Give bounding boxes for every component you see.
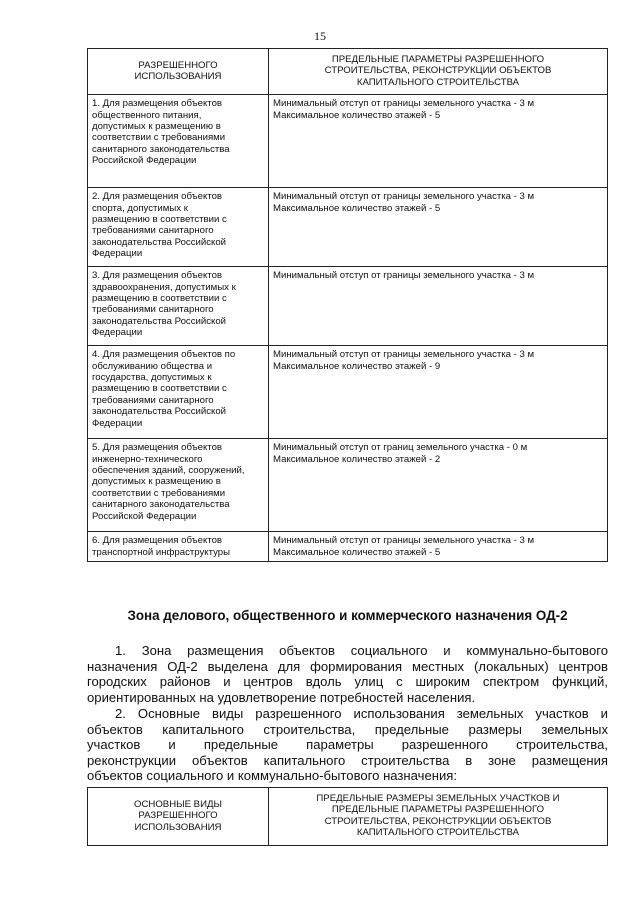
params-cell — [269, 439, 608, 532]
param-line: Максимальное количество этажей - 5 — [273, 546, 441, 558]
use-line: 4. Для размещения объектов по — [92, 349, 236, 361]
paragraph-2 — [87, 706, 608, 784]
table-header-row — [88, 788, 608, 846]
use-line: соответствии с требованиями — [92, 487, 226, 499]
params-cell — [269, 532, 608, 562]
use-cell — [88, 188, 269, 267]
page-number: 15 — [314, 29, 326, 43]
header-line: ПРЕДЕЛЬНЫЕ ПАРАМЕТРЫ РАЗРЕШЕННОГО — [331, 54, 545, 65]
use-line: требованиями санитарного — [92, 225, 214, 237]
header-line: СТРОИТЕЛЬСТВА, РЕКОНСТРУКЦИИ ОБЪЕКТОВ — [324, 815, 552, 827]
use-line: транспортной инфраструктуры — [92, 546, 231, 558]
header-use-cell — [88, 49, 269, 95]
use-line: обеспечения зданий, сооружений, — [92, 465, 245, 477]
use-line: государства, допустимых к — [92, 372, 212, 384]
use-line: Федерации — [92, 248, 143, 260]
use-line: размещению в соответствии с — [92, 293, 227, 305]
use-cell — [88, 267, 269, 346]
use-line: 1. Для размещения объектов — [92, 98, 223, 110]
use-cell — [88, 95, 269, 188]
paragraph-line: 1. Зона размещения объектов социального и коммунально-бытового — [115, 643, 608, 658]
paragraph-line: 2. Основные виды разрешенного использования земельных участков и — [115, 706, 608, 721]
use-line: требованиями санитарного — [92, 394, 214, 406]
use-line: допустимых к размещению в — [92, 121, 221, 133]
params-cell — [269, 95, 608, 188]
use-line: санитарного законодательства — [92, 499, 230, 511]
table-row — [88, 267, 608, 346]
param-line: Минимальный отступ от границы земельного участка - 3 м — [273, 191, 535, 203]
header-line: РАЗРЕШЕННОГО — [138, 59, 218, 71]
header-line: ПРЕДЕЛЬНЫЕ РАЗМЕРЫ ЗЕМЕЛЬНЫХ УЧАСТКОВ И — [316, 793, 560, 804]
param-line: Максимальное количество этажей - 2 — [273, 453, 441, 465]
use-line: общественного питания, — [92, 109, 202, 121]
zone-heading: Зона делового, общественного и коммерческого назначения ОД-2 — [127, 608, 568, 623]
use-line: размещению в соответствии с — [92, 383, 227, 395]
use-line: обслуживанию общества и — [92, 360, 213, 372]
paragraph-line: объектов капитального строительства, предельные размеры земельных — [87, 721, 608, 737]
header-line: КАПИТАЛЬНОГО СТРОИТЕЛЬСТВА — [356, 76, 520, 88]
use-cell — [88, 346, 269, 439]
header-line: СТРОИТЕЛЬСТВА, РЕКОНСТРУКЦИИ ОБЪЕКТОВ — [324, 65, 552, 77]
table-row — [88, 346, 608, 439]
use-line: законодательства Российской — [92, 406, 227, 418]
param-line: Максимальное количество этажей - 5 — [273, 202, 441, 214]
paragraph-line: ориентированных на удовлетворение потребностей населения. — [87, 689, 476, 705]
paragraph-line: участков и предельные параметры разрешенного строительства, — [87, 737, 608, 753]
paragraph-line: назначения ОД-2 выделена для формирования местных (локальных) центров — [87, 658, 608, 674]
table-row — [88, 532, 608, 562]
param-line: Минимальный отступ от границы земельного участка - 3 м — [273, 270, 535, 282]
use-line: Российской Федерации — [92, 510, 197, 522]
use-line: Федерации — [92, 417, 143, 429]
use-line: санитарного законодательства — [92, 143, 230, 155]
table-row — [88, 95, 608, 188]
paragraph-line: объектов социального и коммунально-бытового назначения: — [87, 768, 458, 784]
header-params-cell — [269, 788, 608, 846]
use-line: 2. Для размещения объектов — [92, 191, 223, 203]
header-line: РАЗРЕШЕННОГО — [138, 810, 218, 822]
use-line: соответствии с требованиями — [92, 132, 226, 144]
params-cell — [269, 346, 608, 439]
use-line: здравоохранения, допустимых к — [92, 281, 236, 293]
header-line: ПРЕДЕЛЬНЫЕ ПАРАМЕТРЫ РАЗРЕШЕННОГО — [331, 804, 545, 816]
params-cell — [269, 188, 608, 267]
use-cell — [88, 439, 269, 532]
param-line: Максимальное количество этажей - 5 — [273, 109, 441, 121]
param-line: Минимальный отступ от границ земельного участка - 0 м — [273, 442, 528, 454]
use-line: Российской Федерации — [92, 155, 197, 167]
header-line: КАПИТАЛЬНОГО СТРОИТЕЛЬСТВА — [356, 827, 520, 839]
use-line: Федерации — [92, 327, 143, 339]
table-header-row — [88, 49, 608, 95]
paragraph-line: реконструкции объектов капитального строительства в зоне размещения — [87, 752, 608, 768]
params-table-od2 — [87, 787, 608, 846]
use-cell — [88, 532, 269, 562]
params-table-od1 — [87, 48, 608, 562]
use-line: 3. Для размещения объектов — [92, 270, 223, 282]
use-line: инженерно-технического — [92, 453, 203, 465]
param-line: Минимальный отступ от границы земельного участка - 3 м — [273, 98, 535, 110]
param-line: Минимальный отступ от границы земельного участка - 3 м — [273, 535, 535, 547]
use-line: допустимых к размещению в — [92, 476, 221, 488]
use-line: требованиями санитарного — [92, 304, 214, 316]
header-use-cell — [88, 788, 269, 846]
params-cell — [269, 267, 608, 346]
paragraph-line: городских районов и центров вдоль улиц с широким спектром функций, — [87, 674, 608, 690]
param-line: Максимальное количество этажей - 9 — [273, 360, 441, 372]
use-line: размещению в соответствии с — [92, 214, 227, 226]
use-line: 5. Для размещения объектов — [92, 442, 223, 454]
header-line: ИСПОЛЬЗОВАНИЯ — [134, 71, 222, 83]
use-line: спорта, допустимых к — [92, 202, 188, 214]
use-line: 6. Для размещения объектов — [92, 535, 223, 547]
paragraph-1 — [87, 643, 608, 705]
header-line: ОСНОВНЫЕ ВИДЫ — [134, 798, 222, 810]
use-line: законодательства Российской — [92, 236, 227, 248]
use-line: законодательства Российской — [92, 315, 227, 327]
header-line: ИСПОЛЬЗОВАНИЯ — [134, 821, 222, 833]
header-params-cell — [269, 49, 608, 95]
table-row — [88, 188, 608, 267]
table-row — [88, 439, 608, 532]
param-line: Минимальный отступ от границы земельного участка - 3 м — [273, 349, 535, 361]
